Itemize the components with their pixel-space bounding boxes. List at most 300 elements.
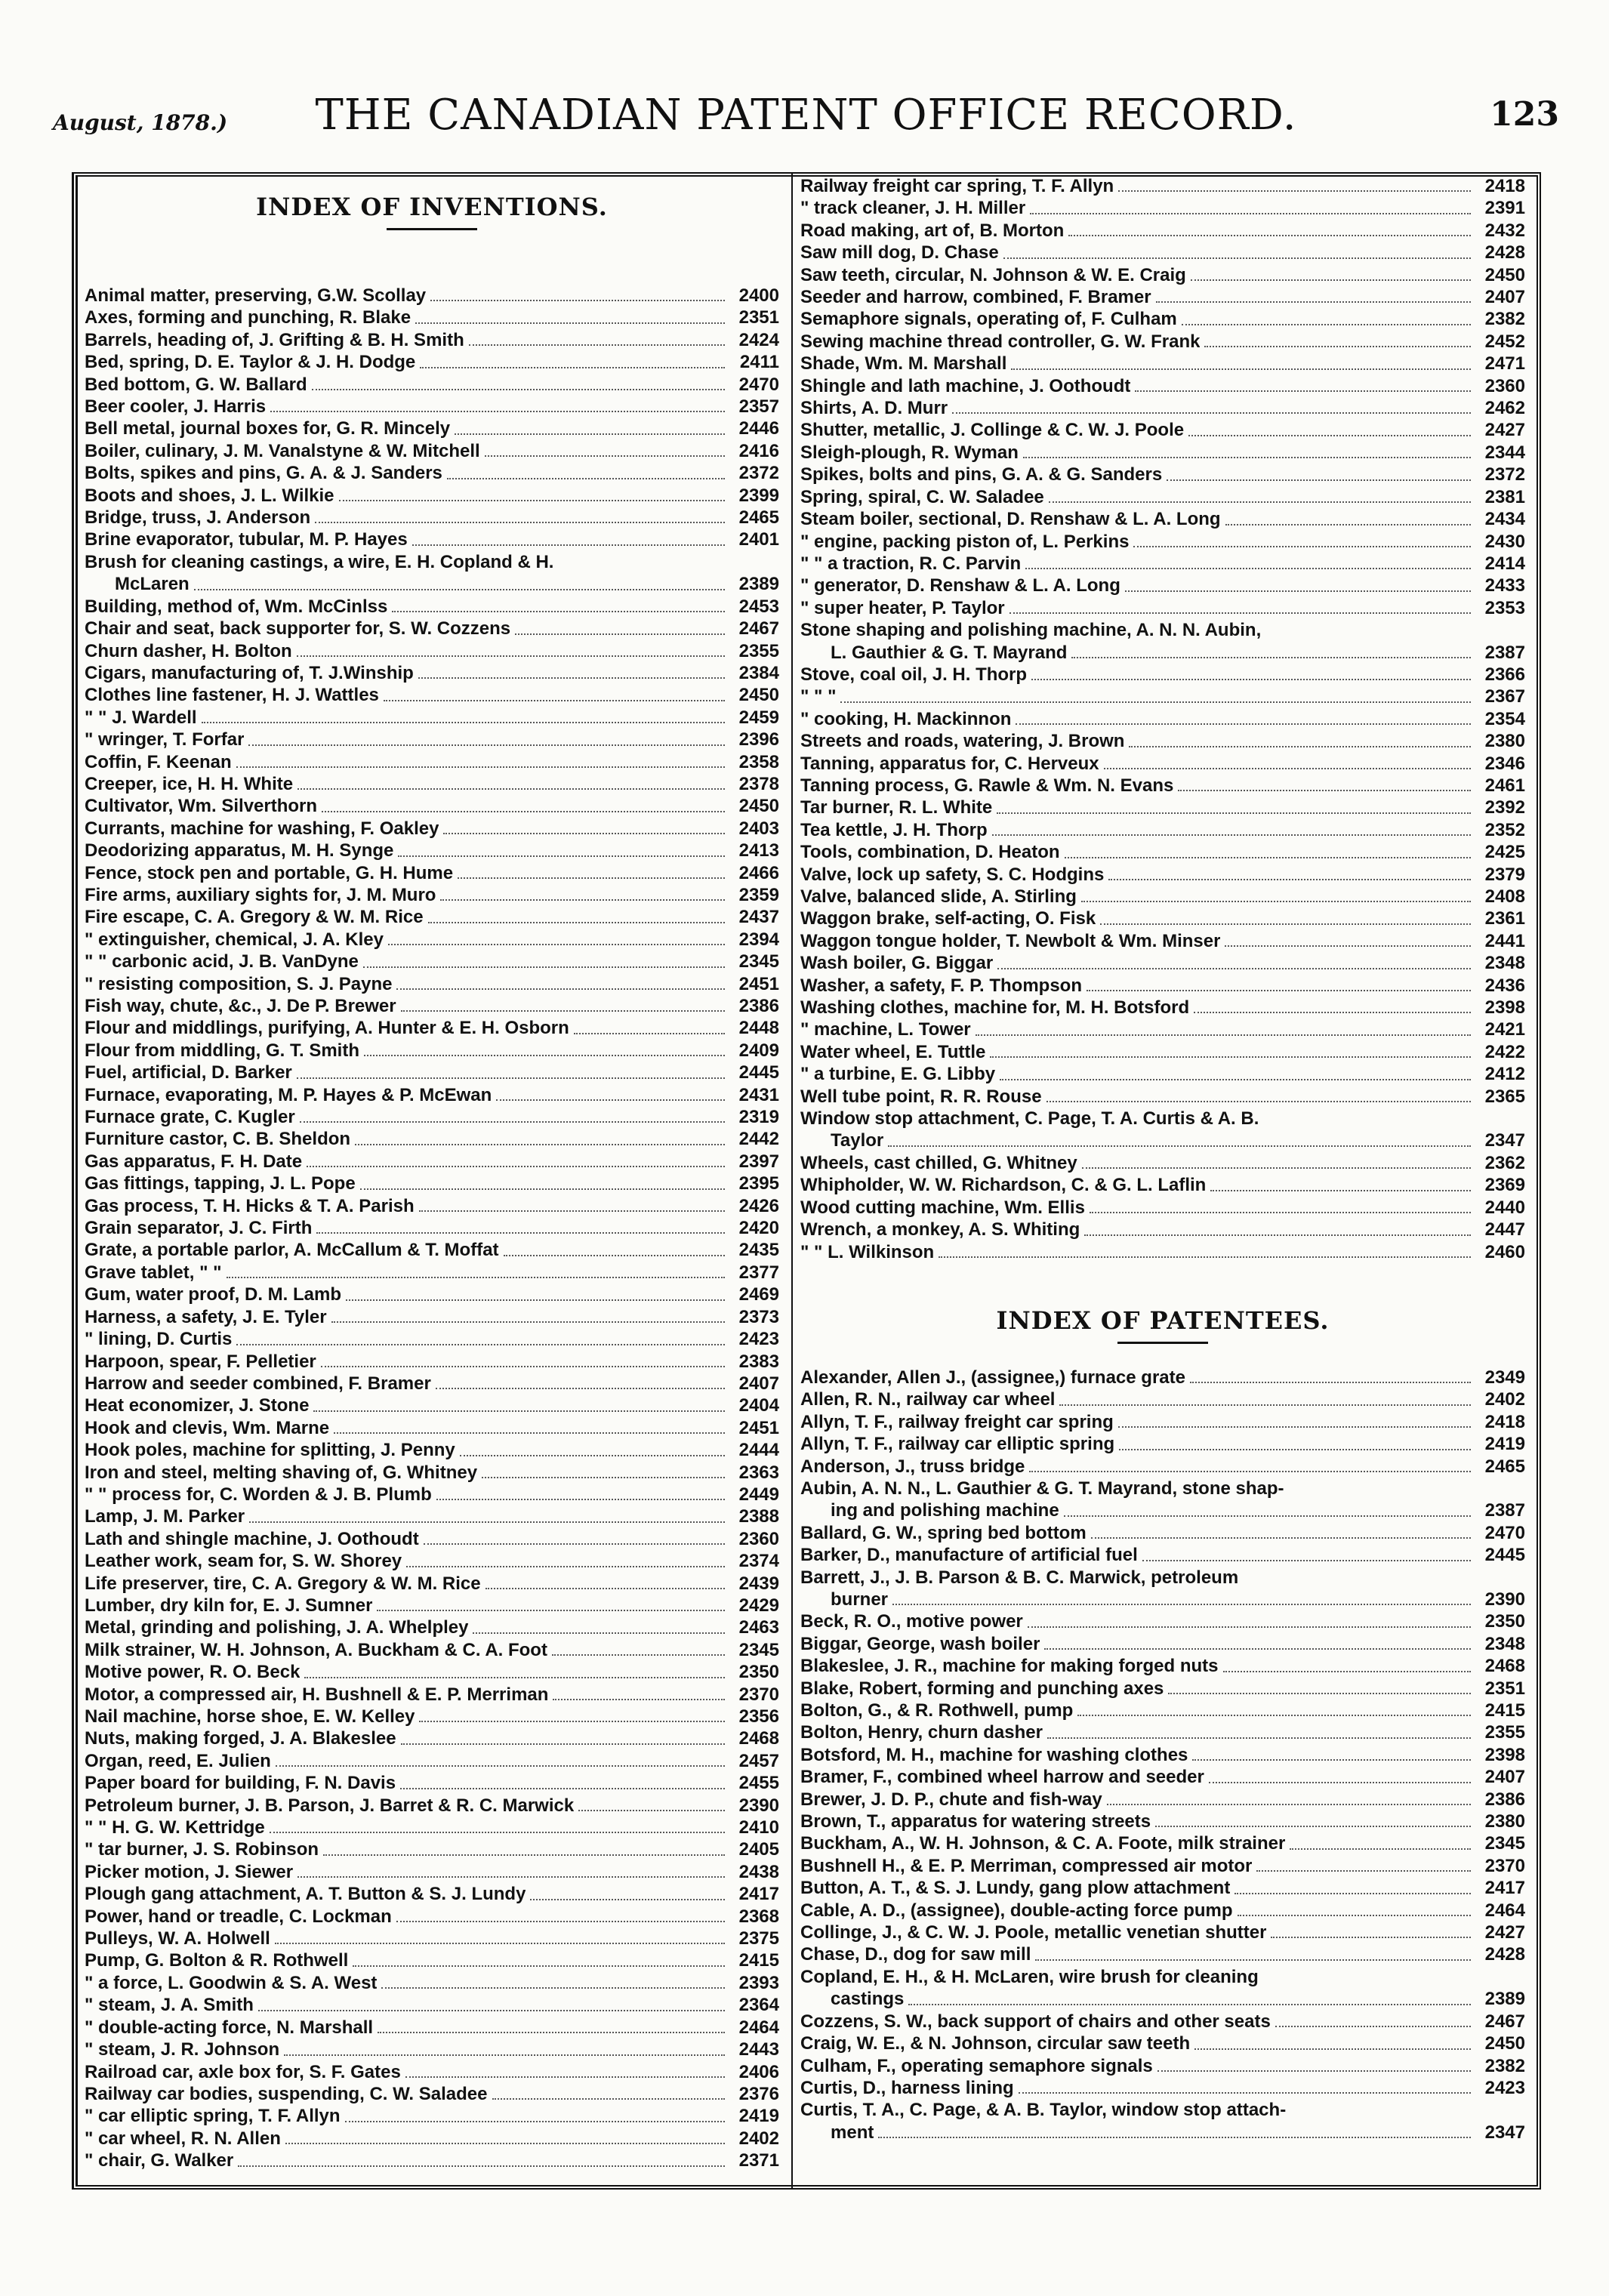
index-entry <box>85 1928 779 1949</box>
index-entry <box>85 1528 779 1550</box>
dot-leader <box>952 412 1471 414</box>
index-entry <box>85 1817 779 1838</box>
index-entry <box>85 551 779 573</box>
dot-leader <box>300 1121 725 1123</box>
entry-text: Boiler, culinary, J. M. Vanalstyne & W. Mitchell <box>85 440 480 461</box>
patent-number: 2393 <box>738 1972 779 1993</box>
index-entry <box>85 1151 779 1173</box>
patent-number: 2348 <box>1484 1633 1525 1654</box>
entry-text: Taylor <box>831 1130 884 1151</box>
index-entry <box>800 997 1525 1019</box>
entry-text: ment <box>831 2122 874 2143</box>
dot-leader <box>1082 1167 1471 1169</box>
dot-leader <box>1234 1893 1471 1894</box>
entry-text: Valve, lock up safety, S. C. Hodgins <box>800 864 1105 885</box>
dot-leader <box>339 500 725 501</box>
patent-number: 2386 <box>1484 1789 1525 1810</box>
entry-text: Sleigh-plough, R. Wyman <box>800 442 1019 463</box>
entry-text: Fire arms, auxiliary sights for, J. M. Muro <box>85 884 436 905</box>
index-entry <box>85 773 779 795</box>
entry-text: Blake, Robert, forming and punching axes <box>800 1678 1164 1699</box>
index-entry <box>800 1700 1525 1721</box>
dot-leader <box>430 300 725 301</box>
entry-text: Blakeslee, J. R., machine for making forged nuts <box>800 1656 1219 1677</box>
dot-leader <box>398 855 725 857</box>
patent-number: 2374 <box>738 1551 779 1572</box>
dot-leader <box>285 2143 725 2144</box>
patent-number: 2449 <box>738 1484 779 1505</box>
dot-leader <box>1194 1012 1471 1013</box>
entry-text: Anderson, J., truss bridge <box>800 1456 1025 1477</box>
dot-leader <box>412 544 725 546</box>
patent-number: 2470 <box>738 374 779 395</box>
patent-number: 2387 <box>1484 1500 1525 1521</box>
patent-number: 2424 <box>738 329 779 350</box>
entry-text: Water wheel, E. Tuttle <box>800 1041 986 1062</box>
patent-number: 2433 <box>1484 575 1525 596</box>
index-entry <box>85 2128 779 2150</box>
patent-number: 2440 <box>1484 1197 1525 1218</box>
entry-text: Deodorizing apparatus, M. H. Synge <box>85 840 394 861</box>
entry-text: Saw teeth, circular, N. Johnson & W. E. Craig <box>800 264 1186 285</box>
entry-text: Harpoon, spear, F. Pelletier <box>85 1351 316 1372</box>
entry-text: Plough gang attachment, A. T. Button & S. J. Lundy <box>85 1884 526 1905</box>
index-entry <box>85 374 779 396</box>
index-entry <box>85 1639 779 1661</box>
index-entry <box>800 2122 1525 2143</box>
entry-text: Sewing machine thread controller, G. W. Frank <box>800 331 1201 352</box>
patent-number: 2465 <box>738 507 779 529</box>
patent-number: 2361 <box>1484 908 1525 929</box>
index-entry <box>800 1766 1525 1788</box>
entry-text: Boots and shoes, J. L. Wilkie <box>85 485 334 506</box>
patent-number: 2388 <box>738 1506 779 1527</box>
entry-text: burner <box>831 1589 889 1610</box>
index-entry <box>85 2017 779 2039</box>
dot-leader <box>460 1455 725 1456</box>
index-entry <box>800 308 1525 330</box>
index-entry <box>800 175 1525 197</box>
dot-leader <box>396 1921 725 1922</box>
entry-text: " extinguisher, chemical, J. A. Kley <box>85 929 384 950</box>
patent-number: 2360 <box>1484 375 1525 396</box>
issue-date: August, 1878.) <box>53 110 228 135</box>
index-entry <box>85 573 779 595</box>
dot-leader <box>1049 501 1471 503</box>
index-entry <box>85 707 779 729</box>
patent-number: 2348 <box>1484 953 1525 974</box>
entry-text: Fire escape, C. A. Gregory & W. M. Rice <box>85 907 424 928</box>
entry-text: Barrels, heading of, J. Grifting & B. H. Smith <box>85 329 464 350</box>
entry-text: Organ, reed, E. Julien <box>85 1750 271 1771</box>
entry-text: Paper board for building, F. N. Davis <box>85 1773 396 1794</box>
index-entry <box>85 1262 779 1284</box>
dot-leader <box>1016 723 1471 725</box>
entry-text: Hook poles, machine for splitting, J. Penny <box>85 1440 455 1461</box>
dot-leader <box>312 389 725 390</box>
dot-leader <box>236 766 725 768</box>
index-entry <box>800 708 1525 730</box>
entry-text: Metal, grinding and polishing, J. A. Whelpley <box>85 1617 469 1638</box>
index-entry <box>800 1388 1525 1410</box>
patent-number: 2350 <box>1484 1611 1525 1632</box>
dot-leader <box>1155 1826 1471 1827</box>
patent-number: 2450 <box>1484 2033 1525 2054</box>
dot-leader <box>1087 990 1471 991</box>
patent-number: 2397 <box>738 1151 779 1172</box>
index-entry <box>85 2083 779 2105</box>
dot-leader <box>419 1210 725 1212</box>
entry-text: Spring, spiral, C. W. Saladee <box>800 486 1044 507</box>
patent-number: 2390 <box>738 1795 779 1816</box>
dot-leader <box>1104 768 1471 769</box>
patent-number: 2419 <box>738 2106 779 2127</box>
entry-text: " super heater, P. Taylor <box>800 597 1005 618</box>
index-entry <box>85 1616 779 1638</box>
patent-number: 2392 <box>1484 797 1525 818</box>
dot-leader <box>578 1810 725 1811</box>
entry-text: Tar burner, R. L. White <box>800 797 993 818</box>
entry-text: Bed, spring, D. E. Taylor & J. H. Dodge <box>85 352 416 373</box>
index-entry <box>85 1217 779 1239</box>
patent-number: 2372 <box>738 463 779 484</box>
entry-text: Seeder and harrow, combined, F. Bramer <box>800 287 1151 308</box>
index-entry <box>85 1106 779 1128</box>
index-entry <box>85 951 779 972</box>
patent-number: 2358 <box>738 751 779 772</box>
index-entry <box>800 1367 1525 1388</box>
patent-number: 2365 <box>1484 1086 1525 1107</box>
patent-number: 2378 <box>738 773 779 794</box>
index-entry <box>85 1550 779 1572</box>
index-entry <box>800 797 1525 818</box>
dot-leader <box>992 834 1471 836</box>
entry-text: Axes, forming and punching, R. Blake <box>85 307 411 328</box>
dot-leader <box>1025 568 1471 569</box>
entry-text: " " J. Wardell <box>85 707 197 728</box>
patent-number: 2420 <box>738 1218 779 1239</box>
dot-leader <box>384 700 725 701</box>
patent-number: 2383 <box>738 1351 779 1372</box>
index-entry <box>800 331 1525 353</box>
dot-leader <box>322 811 725 812</box>
patent-number: 2426 <box>738 1195 779 1216</box>
entry-text: Furnace, evaporating, M. P. Hayes & P. McEwan <box>85 1084 492 1105</box>
index-entry <box>800 464 1525 485</box>
index-entry <box>85 329 779 351</box>
entry-text: ing and polishing machine <box>831 1500 1059 1521</box>
dot-leader <box>1046 1101 1471 1102</box>
index-entry <box>800 1633 1525 1655</box>
index-entry <box>800 1041 1525 1063</box>
entry-text: Barrett, J., J. B. Parson & B. C. Marwick, petroleum <box>800 1567 1239 1588</box>
index-entry <box>800 1721 1525 1743</box>
index-entry <box>85 862 779 884</box>
dot-leader <box>236 1344 725 1345</box>
entry-text: Gum, water proof, D. M. Lamb <box>85 1284 342 1305</box>
patent-number: 2443 <box>738 2039 779 2060</box>
index-entry <box>800 1411 1525 1433</box>
entry-text: " chair, G. Walker <box>85 2150 234 2171</box>
entry-text: Beck, R. O., motive power <box>800 1611 1023 1632</box>
dot-leader <box>888 1145 1471 1147</box>
entry-text: Shirts, A. D. Murr <box>800 398 948 419</box>
index-entry <box>800 442 1525 464</box>
index-entry <box>800 975 1525 997</box>
patent-number: 2459 <box>738 707 779 728</box>
patentees-heading: INDEX OF PATENTEES. <box>996 1305 1330 1335</box>
entry-text: Tanning, apparatus for, C. Herveux <box>800 753 1099 774</box>
entry-text: Building, method of, Wm. McCinlss <box>85 596 388 617</box>
entry-text: Alexander, Allen J., (assignee,) furnace grate <box>800 1367 1185 1388</box>
index-entry <box>85 462 779 484</box>
entry-text: Valve, balanced slide, A. Stirling <box>800 886 1077 907</box>
dot-leader <box>334 1432 725 1434</box>
entry-text: Spikes, bolts and pins, G. A. & G. Sanders <box>800 464 1163 485</box>
dot-leader <box>270 1832 725 1833</box>
entry-text: Window stop attachment, C. Page, T. A. Curtis & A. B. <box>800 1108 1259 1130</box>
dot-leader <box>1168 1693 1471 1694</box>
index-entry <box>800 908 1525 929</box>
index-entry <box>85 1373 779 1395</box>
index-entry <box>85 1306 779 1328</box>
index-entry <box>800 1610 1525 1632</box>
inventions-list-left <box>85 285 779 2172</box>
dot-leader <box>908 2004 1471 2005</box>
patent-number: 2384 <box>738 662 779 683</box>
dot-leader <box>400 1788 725 1789</box>
index-entry <box>800 1241 1525 1263</box>
index-entry <box>800 1855 1525 1877</box>
dot-leader <box>316 1232 725 1234</box>
dot-leader <box>331 1321 725 1323</box>
dot-leader <box>415 322 725 324</box>
dot-leader <box>443 833 725 834</box>
patent-number: 2457 <box>738 1750 779 1771</box>
index-entry <box>85 906 779 928</box>
index-entry <box>800 1589 1525 1610</box>
dot-leader <box>418 677 725 679</box>
patent-number: 2371 <box>738 2150 779 2171</box>
index-entry <box>85 1573 779 1595</box>
index-entry <box>800 1152 1525 1174</box>
patent-number: 2409 <box>738 1040 779 1061</box>
entry-text: Motor, a compressed air, H. Bushnell & E. P. Merriman <box>85 1684 549 1705</box>
index-entry <box>85 973 779 995</box>
index-entry <box>85 929 779 951</box>
dot-leader <box>1129 746 1471 747</box>
dot-leader <box>297 1077 725 1079</box>
entry-text: " engine, packing piston of, L. Perkins <box>800 531 1130 552</box>
index-entry <box>85 1706 779 1727</box>
index-entry <box>800 2099 1525 2121</box>
dot-leader <box>1192 1759 1471 1761</box>
index-entry <box>800 864 1525 886</box>
patent-number: 2398 <box>1484 997 1525 1019</box>
index-entry <box>800 1922 1525 1943</box>
entry-text: Shade, Wm. M. Marshall <box>800 353 1007 374</box>
entry-text: Power, hand or treadle, C. Lockman <box>85 1906 392 1927</box>
dot-leader <box>202 722 725 723</box>
patent-number: 2435 <box>738 1240 779 1261</box>
patent-number: 2417 <box>1484 1878 1525 1899</box>
dot-leader <box>485 1588 725 1589</box>
entry-text: Lamp, J. M. Parker <box>85 1506 245 1527</box>
dot-leader <box>939 1256 1471 1258</box>
entry-text: Washing clothes, machine for, M. H. Botsford <box>800 997 1190 1019</box>
entry-text: Cultivator, Wm. Silverthorn <box>85 796 318 817</box>
dot-leader <box>1084 1234 1471 1236</box>
entry-text: Leather work, seam for, S. W. Shorey <box>85 1551 402 1572</box>
entry-text: Bolts, spikes and pins, G. A. & J. Sanders <box>85 463 442 484</box>
index-entry <box>800 1655 1525 1677</box>
dot-leader <box>1009 612 1471 614</box>
patent-number: 2390 <box>1484 1589 1525 1610</box>
index-entry <box>85 995 779 1017</box>
entry-text: Creeper, ice, H. H. White <box>85 773 294 794</box>
patent-number: 2442 <box>738 1129 779 1150</box>
index-entry <box>800 486 1525 508</box>
dot-leader <box>1077 1715 1471 1716</box>
index-entry <box>85 1395 779 1416</box>
patent-number: 2423 <box>738 1329 779 1350</box>
dot-leader <box>1044 1648 1471 1650</box>
patent-number: 2467 <box>1484 2011 1525 2032</box>
dot-leader <box>1011 368 1471 370</box>
index-entry <box>85 1017 779 1039</box>
index-entry <box>800 353 1525 374</box>
index-entry <box>85 440 779 462</box>
entry-text: " cooking, H. Mackinnon <box>800 708 1012 729</box>
entry-text: Gas apparatus, F. H. Date <box>85 1151 303 1172</box>
index-entry <box>85 1484 779 1505</box>
dot-leader <box>1167 479 1471 481</box>
dot-leader <box>227 1277 726 1278</box>
dot-leader <box>1031 679 1471 680</box>
index-entry <box>800 1811 1525 1832</box>
entry-text: Heat economizer, J. Stone <box>85 1395 310 1416</box>
dot-leader <box>473 1632 725 1634</box>
index-entry <box>85 1972 779 1994</box>
patent-number: 2363 <box>738 1462 779 1483</box>
dot-leader <box>1000 1079 1471 1080</box>
dot-leader <box>392 611 725 612</box>
index-entry <box>800 930 1525 952</box>
patent-number: 2471 <box>1484 353 1525 374</box>
patent-number: 2446 <box>738 418 779 439</box>
patent-number: 2346 <box>1484 753 1525 774</box>
index-entry <box>85 418 779 439</box>
index-entry <box>800 2011 1525 2032</box>
patent-number: 2381 <box>1484 486 1525 507</box>
index-entry <box>800 952 1525 974</box>
patent-number: 2353 <box>1484 597 1525 618</box>
index-entry <box>800 730 1525 752</box>
dot-leader <box>1182 324 1471 325</box>
patent-number: 2469 <box>738 1284 779 1305</box>
patent-number: 2421 <box>1484 1019 1525 1040</box>
patent-number: 2401 <box>738 529 779 550</box>
dot-leader <box>485 455 725 457</box>
patent-number: 2467 <box>738 618 779 639</box>
patent-number: 2382 <box>1484 2055 1525 2076</box>
patent-number: 2360 <box>738 1528 779 1549</box>
entry-text: Button, A. T., & S. J. Lundy, gang plow attachment <box>800 1878 1231 1899</box>
dot-leader <box>1209 1782 1471 1783</box>
dot-leader <box>194 589 725 590</box>
patent-number: 2370 <box>738 1684 779 1705</box>
index-entry <box>85 1328 779 1350</box>
entry-text: Churn dasher, H. Bolton <box>85 640 292 661</box>
dot-leader <box>440 899 725 901</box>
patent-number: 2444 <box>738 1440 779 1461</box>
patent-number: 2364 <box>738 1995 779 2016</box>
dot-leader <box>1225 524 1471 525</box>
index-entry <box>800 819 1525 841</box>
entry-text: " track cleaner, J. H. Miller <box>800 198 1026 219</box>
dot-leader <box>419 1721 725 1722</box>
patent-number: 2410 <box>738 1817 779 1838</box>
entry-text: Pulleys, W. A. Holwell <box>85 1928 270 1949</box>
index-entry <box>85 2061 779 2083</box>
dot-leader <box>428 922 725 923</box>
patent-number: 2452 <box>1484 331 1525 352</box>
entry-text: Lath and shingle machine, J. Oothoudt <box>85 1528 419 1549</box>
patent-number: 2389 <box>1484 1989 1525 2010</box>
dot-leader <box>1133 546 1471 547</box>
entry-text: Currants, machine for washing, F. Oakley <box>85 818 439 839</box>
entry-text: Motive power, R. O. Beck <box>85 1662 301 1683</box>
index-entry <box>800 286 1525 308</box>
dot-leader <box>258 2010 725 2011</box>
entry-text: Waggon brake, self-acting, O. Fisk <box>800 908 1096 929</box>
patent-number: 2375 <box>738 1928 779 1949</box>
index-entry <box>85 507 779 529</box>
entry-text: Allen, R. N., railway car wheel <box>800 1389 1056 1410</box>
dot-leader <box>313 1410 725 1412</box>
patent-number: 2352 <box>1484 819 1525 840</box>
index-entry <box>85 1595 779 1616</box>
dot-leader <box>1119 1449 1471 1450</box>
journal-title: THE CANADIAN PATENT OFFICE RECORD. <box>315 91 1297 140</box>
entry-text: Gas process, T. H. Hicks & T. A. Parish <box>85 1195 415 1216</box>
dot-leader <box>304 1677 725 1678</box>
patent-number: 2349 <box>1484 1367 1525 1388</box>
dot-leader <box>1194 2048 1471 2050</box>
dot-leader <box>1256 1870 1471 1872</box>
index-entry <box>85 1351 779 1373</box>
patent-number: 2380 <box>1484 731 1525 752</box>
patent-number: 2354 <box>1484 708 1525 729</box>
entry-text: Well tube point, R. R. Rouse <box>800 1086 1042 1107</box>
dot-leader <box>1081 901 1471 902</box>
index-entry <box>85 1727 779 1749</box>
index-entry <box>800 1019 1525 1040</box>
patent-number: 2460 <box>1484 1241 1525 1262</box>
entry-text: Bed bottom, G. W. Ballard <box>85 374 307 395</box>
entry-text: " generator, D. Renshaw & L. A. Long <box>800 575 1120 596</box>
dot-leader <box>1107 1804 1471 1805</box>
dot-leader <box>1100 923 1471 925</box>
index-entry <box>85 1128 779 1150</box>
dot-leader <box>321 1366 725 1367</box>
dot-leader <box>492 2098 726 2100</box>
entry-text: " car elliptic spring, T. F. Allyn <box>85 2106 341 2127</box>
dot-leader <box>1091 1537 1471 1539</box>
dot-leader <box>1035 1959 1471 1961</box>
index-entry <box>800 642 1525 664</box>
patent-number: 2400 <box>738 285 779 306</box>
